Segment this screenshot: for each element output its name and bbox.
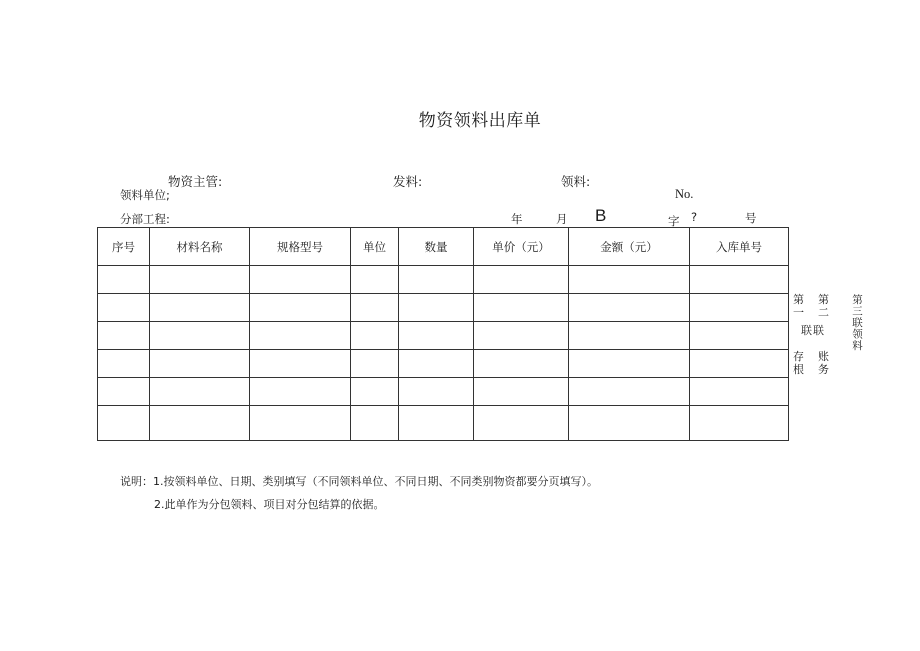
col-unit-price: 单价（元） bbox=[474, 228, 569, 266]
table-cell[interactable] bbox=[351, 322, 399, 350]
page-title: 物资领料出库单 bbox=[418, 111, 542, 131]
table-cell[interactable] bbox=[250, 266, 351, 294]
table-row bbox=[98, 406, 789, 441]
supervisor-label: 物资主管: bbox=[168, 174, 223, 189]
table-cell[interactable] bbox=[474, 266, 569, 294]
col-unit: 单位 bbox=[351, 228, 399, 266]
note-1: 说明：1.按领料单位、日期、类别填写（不同领料单位、不同日期、不同类别物资都要分页填写）。 bbox=[120, 475, 598, 488]
side-label-cun: 存 bbox=[793, 350, 804, 363]
table-cell[interactable] bbox=[399, 406, 474, 441]
table-cell[interactable] bbox=[569, 322, 690, 350]
table-cell[interactable] bbox=[150, 322, 250, 350]
table-cell[interactable] bbox=[150, 406, 250, 441]
table-cell[interactable] bbox=[690, 294, 789, 322]
table-cell[interactable] bbox=[150, 378, 250, 406]
table-cell[interactable] bbox=[474, 378, 569, 406]
table-cell[interactable] bbox=[569, 378, 690, 406]
table-cell[interactable] bbox=[351, 406, 399, 441]
table-cell[interactable] bbox=[98, 294, 150, 322]
table-cell[interactable] bbox=[690, 266, 789, 294]
side-label-third-copy: 第三联领料 bbox=[851, 294, 863, 352]
year-label: 年 bbox=[511, 212, 523, 226]
table-cell[interactable] bbox=[690, 378, 789, 406]
table-cell[interactable] bbox=[150, 350, 250, 378]
side-label-zhang: 账 bbox=[818, 350, 829, 363]
col-amount: 金额（元） bbox=[569, 228, 690, 266]
table-cell[interactable] bbox=[150, 294, 250, 322]
col-inbound-no: 入库单号 bbox=[690, 228, 789, 266]
table-row bbox=[98, 266, 789, 294]
table-cell[interactable] bbox=[98, 406, 150, 441]
table-cell[interactable] bbox=[569, 406, 690, 441]
table-cell[interactable] bbox=[474, 350, 569, 378]
table-cell[interactable] bbox=[98, 378, 150, 406]
table-cell[interactable] bbox=[98, 266, 150, 294]
side-label-wu: 务 bbox=[818, 363, 829, 376]
side-label-first-b: 一 bbox=[793, 306, 804, 319]
table-cell[interactable] bbox=[569, 294, 690, 322]
table-cell[interactable] bbox=[569, 350, 690, 378]
table-cell[interactable] bbox=[250, 322, 351, 350]
table-cell[interactable] bbox=[250, 350, 351, 378]
table-cell[interactable] bbox=[399, 294, 474, 322]
table-cell[interactable] bbox=[250, 406, 351, 441]
side-label-lian-2: 联 bbox=[813, 324, 824, 337]
table-row bbox=[98, 350, 789, 378]
materials-table bbox=[97, 227, 789, 441]
month-label: 月 bbox=[556, 212, 568, 226]
subproject-label: 分部工程: bbox=[120, 212, 170, 226]
table-cell[interactable] bbox=[250, 378, 351, 406]
char-label: 字 bbox=[668, 214, 680, 228]
table-cell[interactable] bbox=[690, 406, 789, 441]
table-cell[interactable] bbox=[98, 350, 150, 378]
table-row bbox=[98, 294, 789, 322]
number-label: 号 bbox=[745, 211, 757, 225]
col-material-name: 材料名称 bbox=[150, 228, 250, 266]
table-cell[interactable] bbox=[474, 294, 569, 322]
table-cell[interactable] bbox=[399, 266, 474, 294]
col-index: 序号 bbox=[98, 228, 150, 266]
table-cell[interactable] bbox=[351, 350, 399, 378]
table-cell[interactable] bbox=[690, 350, 789, 378]
table-cell[interactable] bbox=[569, 266, 690, 294]
side-label-second-a: 第 bbox=[818, 293, 829, 306]
side-label-gen: 根 bbox=[793, 363, 804, 376]
table-row bbox=[98, 378, 789, 406]
table-cell[interactable] bbox=[399, 378, 474, 406]
table-cell[interactable] bbox=[399, 350, 474, 378]
table-cell[interactable] bbox=[690, 322, 789, 350]
table-cell[interactable] bbox=[351, 378, 399, 406]
table-cell[interactable] bbox=[250, 294, 351, 322]
unit-label: 领料单位; bbox=[120, 188, 170, 202]
table-cell[interactable] bbox=[351, 294, 399, 322]
col-spec-model: 规格型号 bbox=[250, 228, 351, 266]
side-label-lian-1: 联 bbox=[801, 324, 812, 337]
table-header-row bbox=[98, 228, 789, 266]
table-cell[interactable] bbox=[474, 322, 569, 350]
note-2: 2.此单作为分包领料、项目对分包结算的依据。 bbox=[154, 498, 385, 511]
table-cell[interactable] bbox=[474, 406, 569, 441]
table-cell[interactable] bbox=[150, 266, 250, 294]
side-label-second-b: 二 bbox=[818, 306, 829, 319]
table-cell[interactable] bbox=[351, 266, 399, 294]
table-cell[interactable] bbox=[98, 322, 150, 350]
side-label-first-a: 第 bbox=[793, 293, 804, 306]
question-mark: ? bbox=[691, 210, 698, 224]
b-mark: B bbox=[595, 206, 607, 225]
issuer-label: 发料: bbox=[393, 174, 423, 189]
receiver-label: 领料: bbox=[561, 174, 591, 189]
table-cell[interactable] bbox=[399, 322, 474, 350]
no-label: No. bbox=[675, 187, 694, 201]
table-row bbox=[98, 322, 789, 350]
col-quantity: 数量 bbox=[399, 228, 474, 266]
